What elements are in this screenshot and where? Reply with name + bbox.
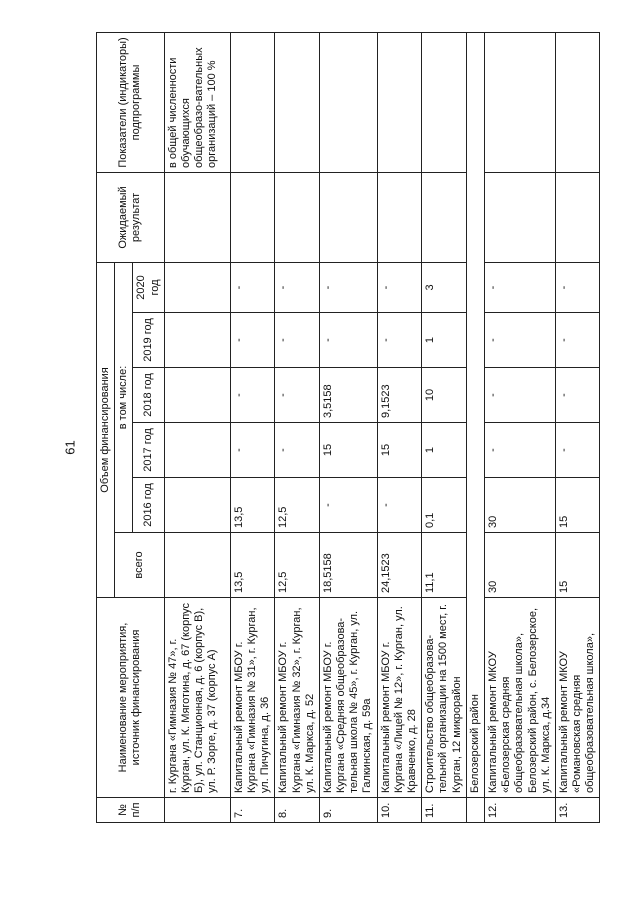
row-2018: 9,1523 (377, 368, 422, 423)
header-year: 2017 год (133, 423, 164, 478)
rotated-sheet (96, 33, 616, 823)
header-total: всего (115, 533, 165, 598)
row-name: Капитальный ремонт МКОУ «Романовская средняя общеобразовательная школа», (555, 598, 600, 798)
row-name: Строительство общеобразова-тельной организации на 1500 мест, г. Курган, 12 микрорайон (422, 598, 467, 798)
row-2019: - (484, 313, 555, 368)
row-2017: - (484, 423, 555, 478)
header-year: 2018 год (133, 368, 164, 423)
row-name: Капитальный ремонт МБОУ г. Кургана «Гимназия № 31», г. Курган, ул. Пичугина, д. 36 (230, 598, 275, 798)
row-2016: - (319, 478, 377, 533)
row-2019: - (230, 313, 275, 368)
row-2017: - (230, 423, 275, 478)
financing-table (96, 32, 600, 823)
table-row (319, 32, 377, 822)
row-2017: 1 (422, 423, 467, 478)
row-num: 9. (319, 798, 377, 823)
row-2016: 13,5 (230, 478, 275, 533)
row-2020: - (230, 262, 275, 312)
district-row (466, 32, 484, 822)
table-row (377, 32, 422, 822)
row-2016: 30 (484, 478, 555, 533)
row-num: 7. (230, 798, 275, 823)
row-2020: - (555, 262, 600, 312)
page-number: 61 (62, 440, 78, 455)
row-total: 24,1523 (377, 533, 422, 598)
row-2020: - (484, 262, 555, 312)
table-row (230, 32, 275, 822)
row-name: Капитальный ремонт МКОУ «Белозерская средняя общеобразовательная школа», Белозерский район, с. Белозерское, ул. К. Маркса, д.34 (484, 598, 555, 798)
row-2018: 10 (422, 368, 467, 423)
row-num: 8. (275, 798, 320, 823)
row-total: 15 (555, 533, 600, 598)
row-name: Капитальный ремонт МБОУ г. Кургана «Гимназия № 32», г. Курган, ул. К. Маркса, д. 52 (275, 598, 320, 798)
header-volume: Объем финансирования (97, 262, 115, 597)
header-year: 2019 год (133, 313, 164, 368)
row-2017: 15 (377, 423, 422, 478)
row-name: Капитальный ремонт МБОУ г. Кургана «Средняя общеобразова-тельная школа № 45», г. Курган, ул. Галкинская, д. 59а (319, 598, 377, 798)
row-2016: - (377, 478, 422, 533)
row-2019: - (555, 313, 600, 368)
row-2016: 12,5 (275, 478, 320, 533)
row-2020: - (319, 262, 377, 312)
row-num: 11. (422, 798, 467, 823)
header-including: в том числе: (115, 262, 133, 532)
header-name: Наименование мероприятия, источник финансирования (97, 598, 165, 798)
row-num: 12. (484, 798, 555, 823)
header-year: 2016 год (133, 478, 164, 533)
row-2020: - (377, 262, 422, 312)
table-row (422, 32, 467, 822)
row-name: г. Кургана «Гимназия № 47», г. Курган, ул. К. Мяготина, д. 67 (корпус Б), ул. Станционная, д. 6 (корпус В), ул. Р. Зорге, д. 37 (корпус А) (164, 598, 230, 798)
table-row (484, 32, 555, 822)
row-total: 18,5158 (319, 533, 377, 598)
row-2019: 1 (422, 313, 467, 368)
row-num (164, 798, 230, 823)
row-2016: 15 (555, 478, 600, 533)
district-label: Белозерский район (466, 32, 484, 797)
row-2018: - (555, 368, 600, 423)
row-2017: - (555, 423, 600, 478)
row-total: 13,5 (230, 533, 275, 598)
row-2019: - (275, 313, 320, 368)
row-2018: 3,5158 (319, 368, 377, 423)
row-2017: - (275, 423, 320, 478)
row-2018: - (275, 368, 320, 423)
row-2019: - (319, 313, 377, 368)
row-indicator: в общей численности обучающихся общеобразо-вательных организаций – 100 % (164, 32, 230, 172)
header-expected: Ожидаемый результат (97, 172, 165, 262)
header-num: № п/п (97, 798, 165, 823)
row-2018: - (484, 368, 555, 423)
row-name: Капитальный ремонт МБОУ г. Кургана «Лицей № 12», г. Курган, ул. Кравченко, д. 28 (377, 598, 422, 798)
row-num: 10. (377, 798, 422, 823)
table-row (275, 32, 320, 822)
row-total: 12,5 (275, 533, 320, 598)
row-2020: 3 (422, 262, 467, 312)
row-2019: - (377, 313, 422, 368)
row-total: 30 (484, 533, 555, 598)
header-indicators: Показатели (индикаторы) подпрограммы (97, 32, 165, 172)
table-row (164, 32, 230, 822)
header-year: 2020 год (133, 262, 164, 312)
row-2018: - (230, 368, 275, 423)
row-2020: - (275, 262, 320, 312)
row-2017: 15 (319, 423, 377, 478)
row-num: 13. (555, 798, 600, 823)
row-2016: 0,1 (422, 478, 467, 533)
row-total: 11,1 (422, 533, 467, 598)
table-row (555, 32, 600, 822)
